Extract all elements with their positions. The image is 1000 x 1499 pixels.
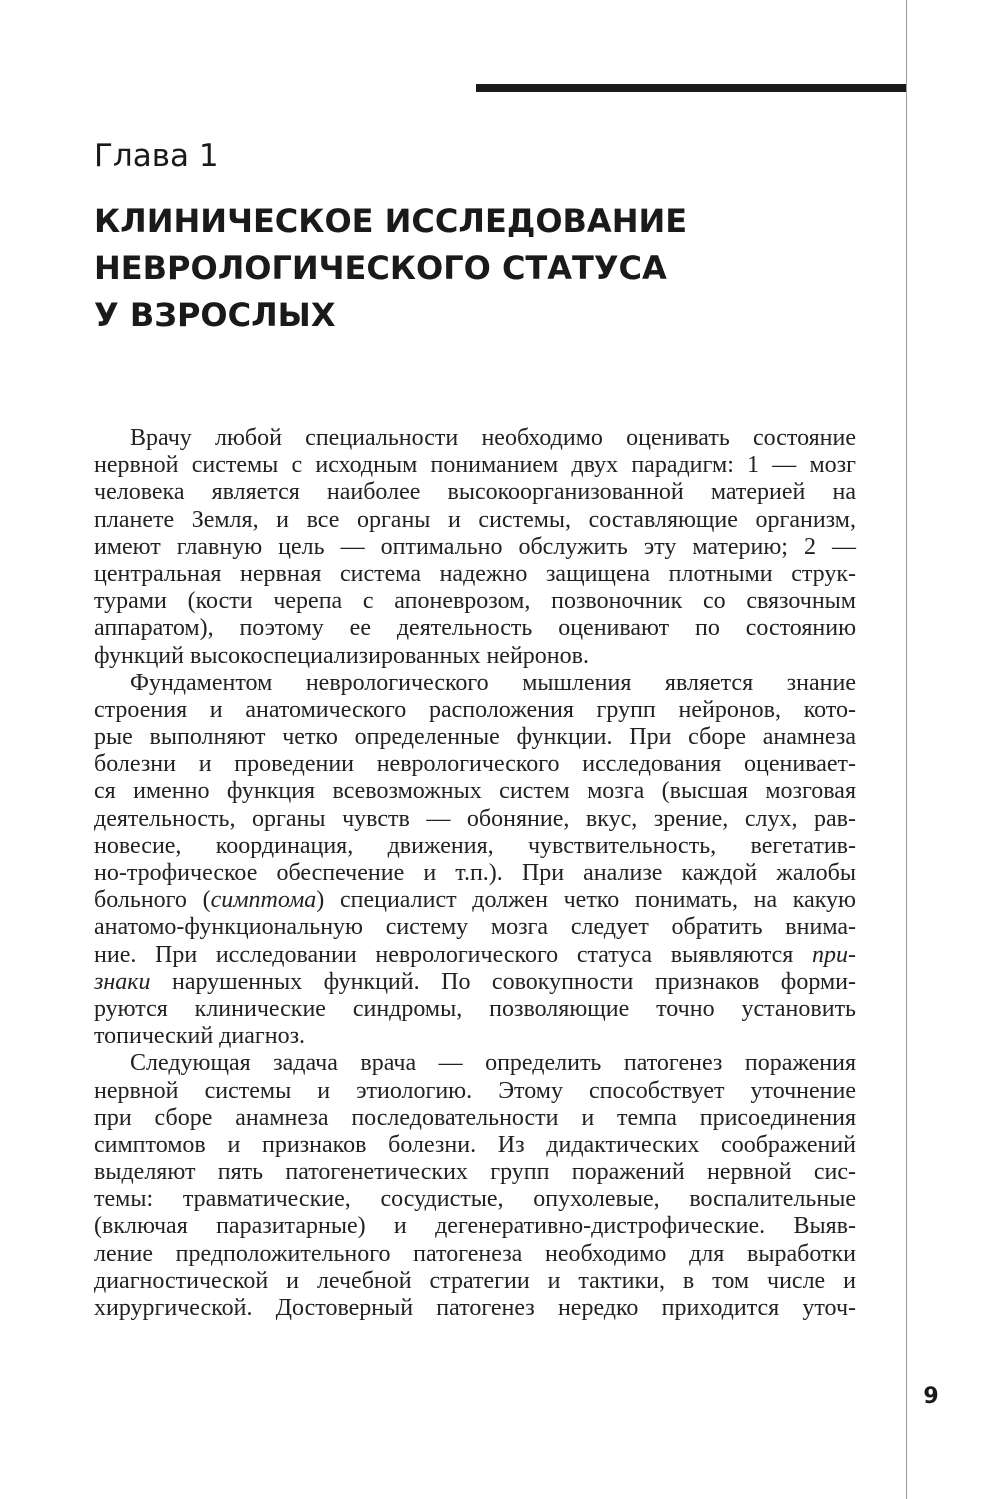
body-text [94,425,856,1322]
chapter-title-line: КЛИНИЧЕСКОЕ ИССЛЕДОВАНИЕ [94,202,688,240]
text-line: турами (кости черепа с апоневрозом, позвоночник со связочным [94,588,856,615]
chapter-title [94,198,854,339]
text-line: ся именно функция всевозможных систем мозга (высшая мозговая [94,778,856,805]
text-line: анатомо-функциональную систему мозга следует обратить внима- [94,914,856,941]
text-line: аппаратом), поэтому ее деятельность оценивают по состоянию [94,615,856,642]
chapter-title-line: НЕВРОЛОГИЧЕСКОГО СТАТУСА [94,249,667,287]
text-line: при сборе анамнеза последовательности и темпа присоединения [94,1104,856,1131]
text-line: болезни и проведении неврологического исследования оценивает- [94,751,856,778]
text-line: функций высокоспециализированных нейронов. [94,642,589,669]
text-segment: нарушенных функций. По совокупности признаков форми- [150,968,856,995]
text-line: новесие, координация, движения, чувствительность, вегетатив- [94,832,856,859]
chapter-title-line: У ВЗРОСЛЫХ [94,296,336,334]
margin-rule [906,0,907,1499]
text-line: но-трофическое обеспечение и т.п.). При анализе каждой жалобы [94,860,856,886]
text-line: человека является наиболее высокоорганизованной материей на [94,479,856,506]
text-line: имеют главную цель — оптимально обслужить эту материю; 2 — [94,533,856,560]
text-line: нервной системы с исходным пониманием двух парадигм: 1 — мозг [94,452,856,479]
text-line [94,969,856,996]
text-line: (включая паразитарные) и дегенеративно-дистрофические. Выяв- [94,1213,856,1240]
text-line: хирургической. Достоверный патогенез нередко приходится уточ- [94,1295,856,1321]
text-line: рые выполняют четко определенные функции. При сборе анамнеза [94,724,856,751]
header-rule [476,84,906,92]
text-line: диагностической и лечебной стратегии и тактики, в том числе и [94,1267,856,1294]
text-segment: больного ( [94,887,211,914]
text-segment: ) специалист должен четко понимать, на какую [316,887,856,914]
text-line: центральная нервная система надежно защищена плотными струк- [94,560,856,587]
page-number: 9 [923,1384,939,1409]
text-line: темы: травматические, сосудистые, опухолевые, воспалительные [94,1186,856,1213]
text-line: руются клинические синдромы, позволяющие точно установить [94,995,856,1022]
italic-term: симптома [210,887,317,914]
text-line: Фундаментом неврологического мышления является знание [130,669,856,696]
text-line: планете Земля, и все органы и системы, составляющие организм, [94,506,856,533]
text-segment: ние. При исследовании неврологического статуса выявляются [94,941,812,968]
text-line [94,887,856,914]
text-line: Врачу любой специальности необходимо оценивать состояние [130,425,856,451]
text-line: строения и анатомического расположения групп нейронов, кото- [94,696,856,723]
chapter-label: Глава 1 [94,138,219,174]
text-line: выделяют пять патогенетических групп поражений нервной сис- [94,1159,856,1186]
text-line: Следующая задача врача — определить патогенез поражения [130,1050,856,1077]
text-line: деятельность, органы чувств — обоняние, вкус, зрение, слух, рав- [94,805,856,832]
text-line: нервной системы и этиологию. Этому способствует уточнение [94,1077,856,1104]
text-line: симптомов и признаков болезни. Из дидактических соображений [94,1131,856,1158]
text-line [94,942,856,969]
italic-term: при- [812,941,856,968]
text-line: ление предположительного патогенеза необходимо для выработки [94,1240,856,1267]
text-line: топический диагноз. [94,1023,306,1050]
italic-term: знаки [94,968,151,995]
